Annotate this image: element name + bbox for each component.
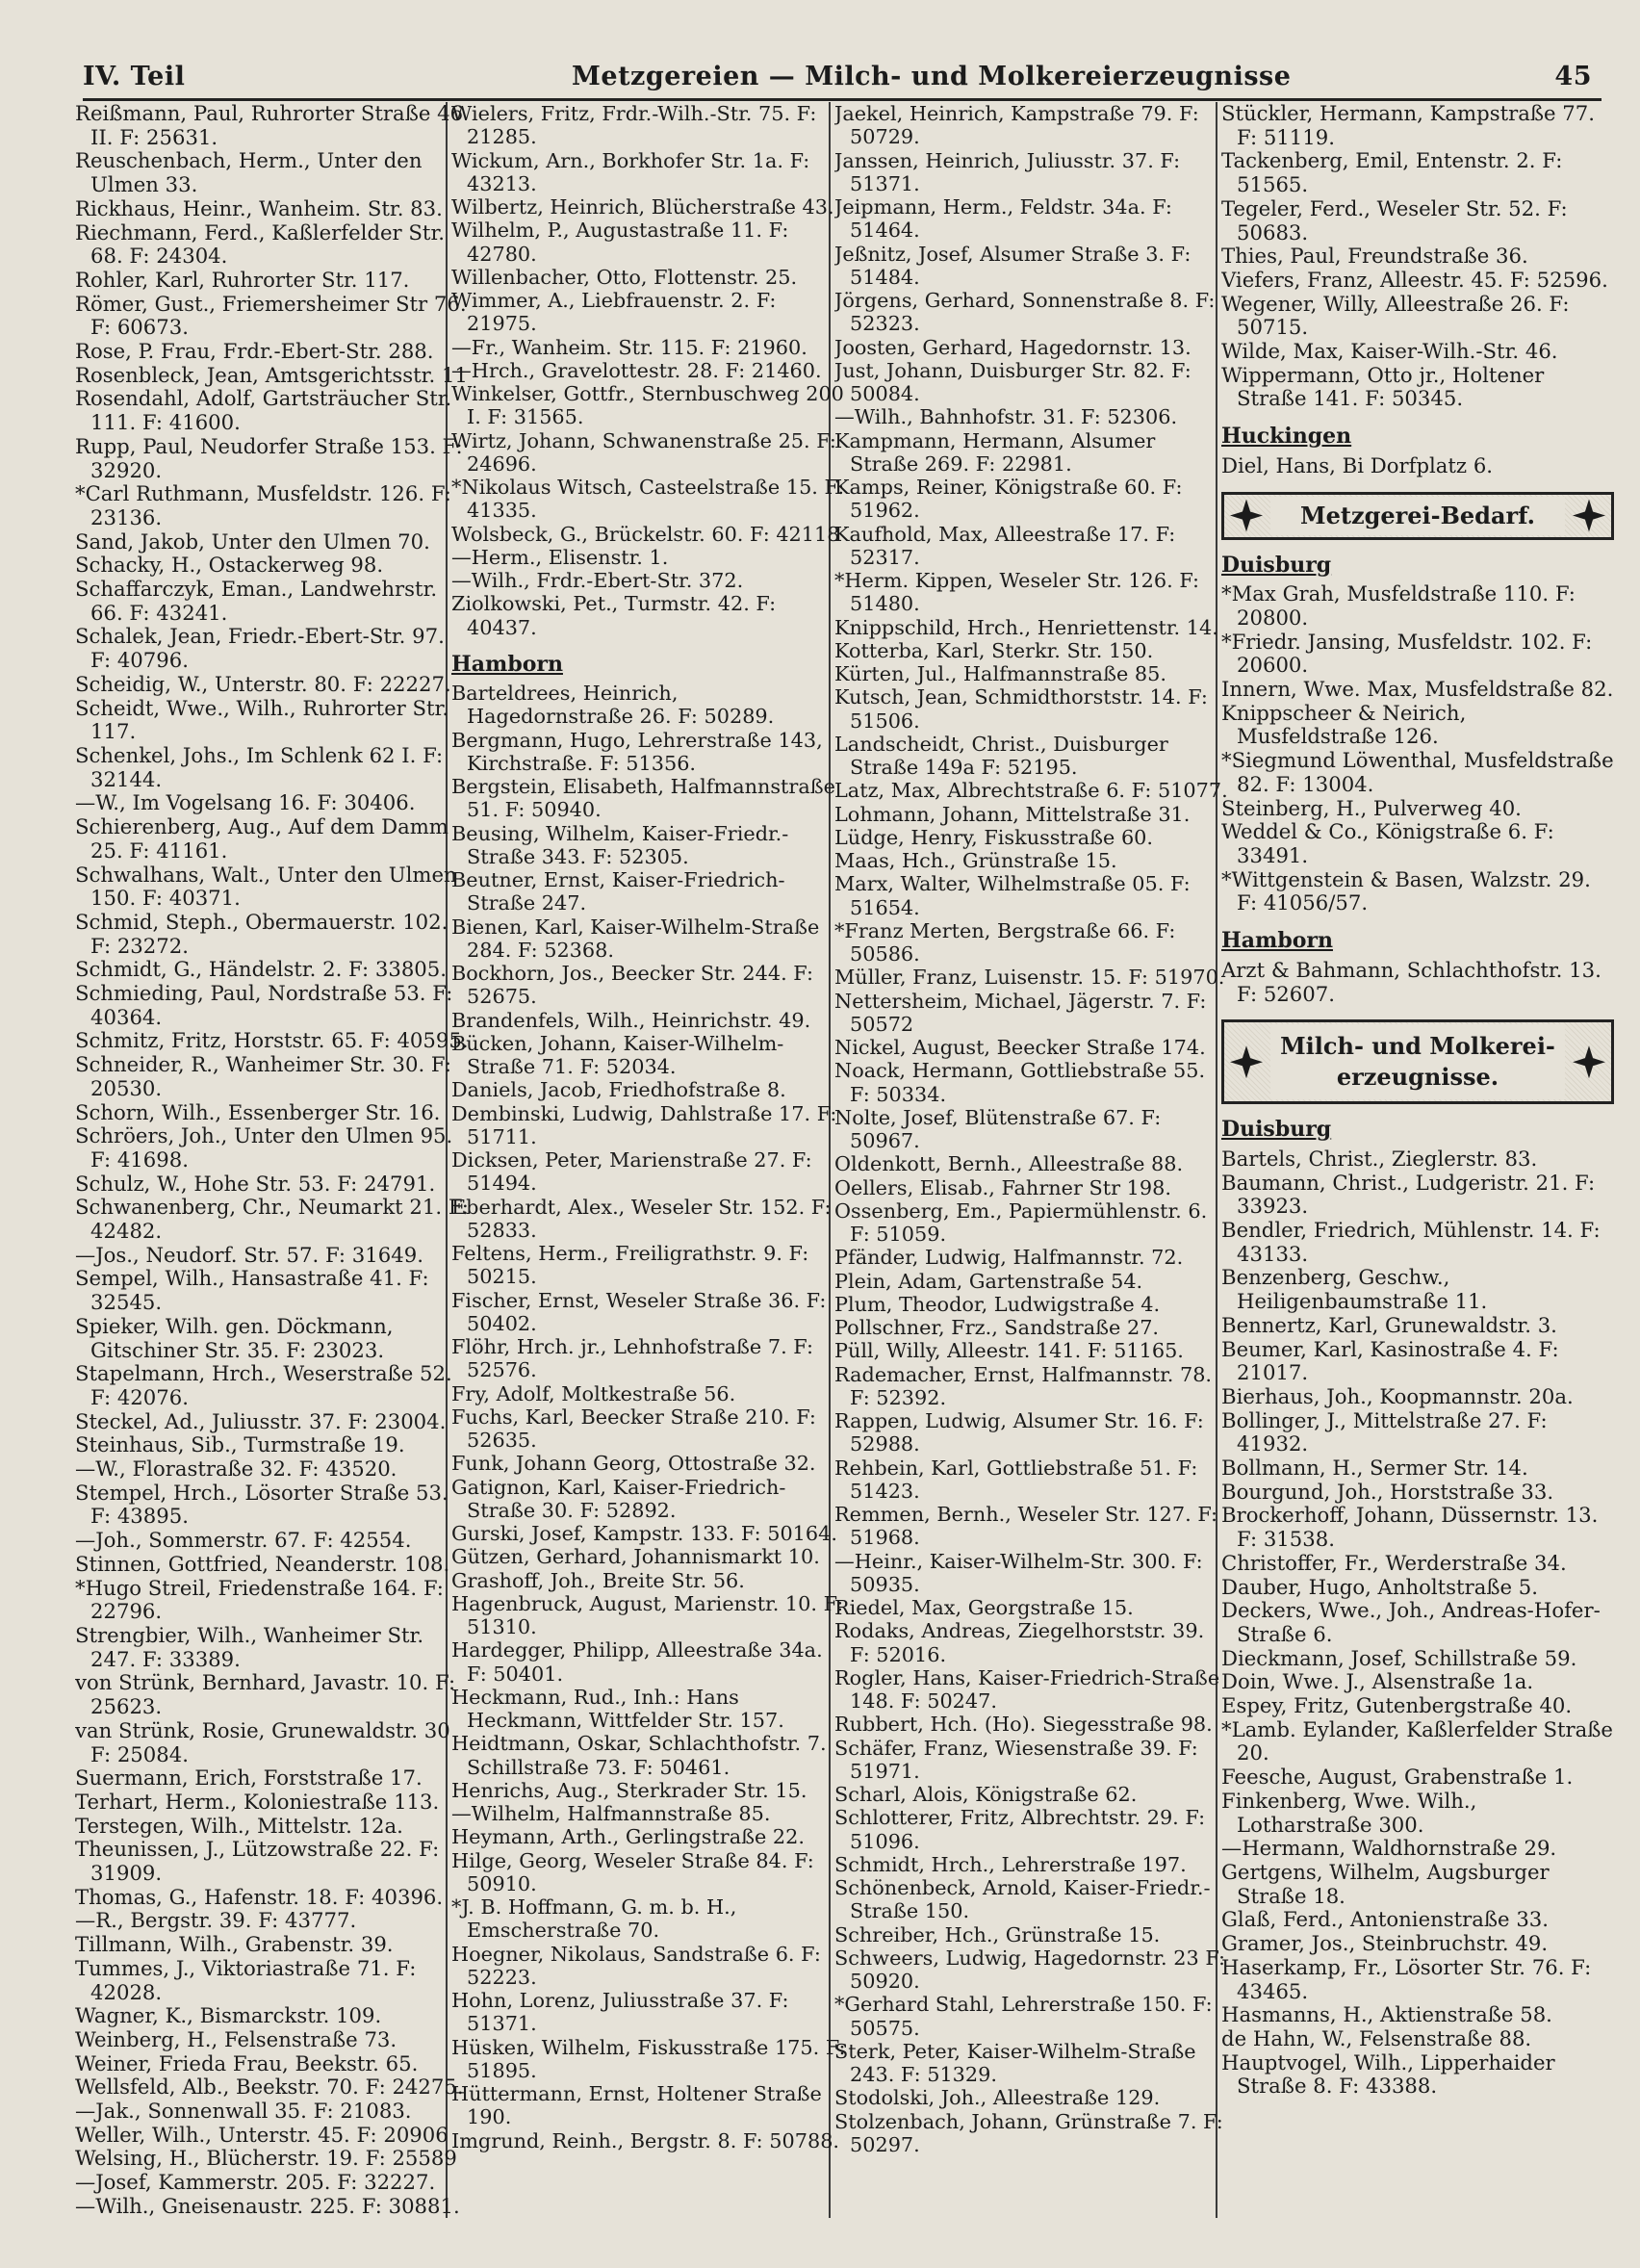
- directory-entry: Schmitz, Fritz, Horststr. 65. F: 40595.: [75, 1029, 469, 1053]
- directory-entry: Schacky, H., Ostackerweg 98.: [75, 554, 384, 578]
- directory-entry: Gramer, Jos., Steinbruchstr. 49.: [1221, 1932, 1549, 1956]
- directory-entry: Dieckmann, Josef, Schillstraße 59.: [1221, 1646, 1577, 1670]
- directory-entry: Ossenberg, Em., Papiermühlenstr. 6. F: 51059.: [834, 1198, 1208, 1246]
- directory-entry: Finkenberg, Wwe. Wilh., Lotharstraße 300.: [1221, 1789, 1477, 1837]
- directory-entry: Bendler, Friedrich, Mühlenstr. 14. F: 43133.: [1221, 1219, 1601, 1266]
- directory-entry: *Nikolaus Witsch, Casteelstraße 15. F: 41335.: [451, 476, 845, 523]
- directory-entry: Gertgens, Wilhelm, Augsburger Straße 18.: [1221, 1861, 1550, 1908]
- directory-entry: Hüsken, Wilhelm, Fiskusstraße 175. F: 51895.: [451, 2035, 846, 2082]
- directory-entry: Heidtmann, Oskar, Schlachthofstr. 7. Schillstraße 73. F: 50461.: [451, 1732, 827, 1779]
- directory-entry: Stückler, Hermann, Kampstraße 77. F: 51119.: [1221, 102, 1595, 149]
- directory-entry: —Joh., Sommerstr. 67. F: 42554.: [75, 1529, 412, 1553]
- directory-entry: Schwanenberg, Chr., Neumarkt 21. F: 42482.: [75, 1196, 469, 1244]
- directory-entry: *J. B. Hoffmann, G. m. b. H., Emscherstraße 70.: [451, 1895, 737, 1943]
- column-4: [1221, 102, 1614, 2099]
- directory-entry: Nettersheim, Michael, Jägerstr. 7. F: 50572: [834, 989, 1207, 1036]
- directory-entry: Rappen, Ludwig, Alsumer Str. 16. F: 52988.: [834, 1409, 1204, 1456]
- directory-entry: van Strünk, Rosie, Grunewaldstr. 30 F: 25084.: [75, 1718, 450, 1766]
- directory-entry: —Jos., Neudorf. Str. 57. F: 31649.: [75, 1243, 423, 1267]
- directory-entry: Imgrund, Reinh., Bergstr. 8. F: 50788.: [451, 2128, 840, 2152]
- directory-entry: Schierenberg, Aug., Auf dem Damm 25. F: 41161.: [75, 815, 448, 863]
- directory-entry: *Herm. Kippen, Weseler Str. 126. F: 51480.: [834, 569, 1200, 616]
- section-heading-hamborn: Hamborn: [451, 651, 563, 677]
- directory-entry: von Strünk, Bernhard, Javastr. 10. F: 25623.: [75, 1671, 456, 1719]
- directory-entry: —Wilhelm, Halfmannstraße 85.: [451, 1802, 771, 1825]
- directory-entry: Jörgens, Gerhard, Sonnenstraße 8. F: 52323.: [834, 289, 1216, 336]
- directory-entry: Stolzenbach, Johann, Grünstraße 7. F: 50297.: [834, 2109, 1223, 2156]
- directory-entry: Scharl, Alois, Königstraße 62.: [834, 1783, 1138, 1806]
- directory-entry: Nickel, August, Beecker Straße 174.: [834, 1036, 1206, 1059]
- directory-entry: Rogler, Hans, Kaiser-Friedrich-Straße 148. F: 50247.: [834, 1665, 1220, 1713]
- directory-entry: *Siegmund Löwenthal, Musfeldstraße 82. F: 13004.: [1221, 749, 1614, 796]
- directory-entry: Rosendahl, Adolf, Gartsträucher Str. 111. F: 41600.: [75, 387, 452, 435]
- directory-entry: Gützen, Gerhard, Johannismarkt 10.: [451, 1545, 820, 1569]
- directory-entry: Wolsbeck, G., Brückelstr. 60. F: 42118: [451, 522, 840, 546]
- directory-entry: Kutsch, Jean, Schmidthorststr. 14. F: 51506.: [834, 685, 1208, 733]
- directory-entry: Steckel, Ad., Juliusstr. 37. F: 23004.: [75, 1409, 447, 1433]
- directory-entry: Heymann, Arth., Gerlingstraße 22.: [451, 1825, 805, 1849]
- directory-entry: Schaffarczyk, Eman., Landwehrstr. 66. F: 43241.: [75, 578, 438, 625]
- directory-entry: Plein, Adam, Gartenstraße 54.: [834, 1269, 1143, 1293]
- ornament-icon: [1573, 1045, 1605, 1078]
- directory-entry: Wegener, Willy, Alleestraße 26. F: 50715.: [1221, 292, 1570, 340]
- directory-entry: Terstegen, Wilh., Mittelstr. 12a.: [75, 1814, 403, 1838]
- category-banner-metzgerei-bedarf: [1221, 492, 1614, 540]
- directory-entry: Kampmann, Hermann, Alsumer Straße 269. F: 22981.: [834, 428, 1156, 476]
- directory-entry: *Wittgenstein & Basen, Walzstr. 29. F: 41056/57.: [1221, 867, 1591, 915]
- directory-entry: Schneider, R., Wanheimer Str. 30. F: 20530.: [75, 1053, 451, 1100]
- directory-entry: Deckers, Wwe., Joh., Andreas-Hofer-Straße 6.: [1221, 1599, 1601, 1646]
- directory-entry: Tegeler, Ferd., Weseler Str. 52. F: 50683.: [1221, 196, 1568, 245]
- directory-entry: Müller, Franz, Luisenstr. 15. F: 51970.: [834, 966, 1225, 990]
- directory-entry: Landscheidt, Christ., Duisburger Straße 149a F: 52195.: [834, 732, 1168, 779]
- section-heading-duisburg: Duisburg: [1221, 552, 1332, 578]
- directory-entry: Jeipmann, Herm., Feldstr. 34a. F: 51464.: [834, 195, 1172, 243]
- section-label: IV. Teil: [83, 62, 186, 91]
- directory-entry: Weddel & Co., Königstraße 6. F: 33491.: [1221, 820, 1554, 867]
- directory-entry: Steinberg, H., Pulverweg 40.: [1221, 796, 1522, 820]
- column-2: [451, 102, 846, 2152]
- directory-entry: Joosten, Gerhard, Hagedornstr. 13.: [834, 335, 1192, 359]
- directory-entry: —Wilh., Frdr.-Ebert-Str. 372.: [451, 569, 744, 592]
- directory-entry: Bourgund, Joh., Horststraße 33.: [1221, 1480, 1554, 1504]
- directory-entry: Steinhaus, Sib., Turmstraße 19.: [75, 1433, 405, 1457]
- ornament-icon: [1230, 500, 1263, 532]
- directory-entry: Stapelmann, Hrch., Weserstraße 52. F: 42076.: [75, 1362, 452, 1409]
- directory-entry: Kürten, Jul., Halfmannstraße 85.: [834, 662, 1166, 685]
- directory-entry: Baumann, Christ., Ludgeristr. 21. F: 33923.: [1221, 1171, 1596, 1219]
- directory-entry: Schalek, Jean, Friedr.-Ebert-Str. 97. F: 40796.: [75, 625, 445, 673]
- directory-entry: Pollschner, Frz., Sandstraße 27.: [834, 1316, 1160, 1339]
- directory-entry: Rupp, Paul, Neudorfer Straße 153. F: 32920.: [75, 434, 463, 482]
- directory-entry: —Wilh., Bahnhofstr. 31. F: 52306.: [834, 405, 1178, 429]
- directory-entry: Strengbier, Wilh., Wanheimer Str. 247. F: 33389.: [75, 1624, 424, 1671]
- directory-entry: Dembinski, Ludwig, Dahlstraße 17. F: 51711.: [451, 1101, 837, 1148]
- directory-entry: Wielers, Fritz, Frdr.-Wilh.-Str. 75. F: 21285.: [451, 102, 817, 149]
- directory-entry: Schmieding, Paul, Nordstraße 53. F: 40364.: [75, 982, 453, 1029]
- banner-title: Metzgerei-Bedarf.: [1270, 497, 1565, 535]
- directory-entry: Hasmanns, H., Aktienstraße 58.: [1221, 2003, 1552, 2027]
- directory-entry: Schmidt, G., Händelstr. 2. F: 33805.: [75, 958, 448, 982]
- directory-entry: Eberhardt, Alex., Weseler Str. 152. F: 52833.: [451, 1195, 832, 1242]
- directory-entry: Rademacher, Ernst, Halfmannstr. 78. F: 52392.: [834, 1362, 1213, 1409]
- directory-entry: —Hrch., Gravelottestr. 28. F: 21460.: [451, 358, 822, 382]
- directory-entry: Stempel, Hrch., Lösorter Straße 53. F: 43895.: [75, 1481, 448, 1529]
- directory-entry: Wickum, Arn., Borkhofer Str. 1a. F: 43213.: [451, 148, 810, 195]
- directory-entry: Bergmann, Hugo, Lehrerstraße 143, Kirchstraße. F: 51356.: [451, 728, 823, 775]
- directory-entry: Stinnen, Gottfried, Neanderstr. 108.: [75, 1552, 450, 1576]
- directory-entry: Gurski, Josef, Kampstr. 133. F: 50164.: [451, 1522, 837, 1545]
- directory-entry: Winkelser, Gottfr., Sternbuschweg 200 I. F: 31565.: [451, 382, 844, 429]
- directory-entry: Wirtz, Johann, Schwanenstraße 25. F: 24696.: [451, 428, 836, 476]
- directory-entry: Tummes, J., Viktoriastraße 71. F: 42028.: [75, 1956, 417, 2004]
- directory-entry: Beutner, Ernst, Kaiser-Friedrich-Straße 247.: [451, 868, 785, 915]
- directory-entry: Bollmann, H., Sermer Str. 14.: [1221, 1456, 1528, 1481]
- ornament-icon: [1230, 1045, 1263, 1078]
- directory-entry: Fry, Adolf, Moltkestraße 56.: [451, 1381, 736, 1405]
- directory-entry: Henrichs, Aug., Sterkrader Str. 15.: [451, 1778, 807, 1802]
- directory-entry: Arzt & Bahmann, Schlachthofstr. 13. F: 52607.: [1221, 958, 1602, 1006]
- directory-entry: Noack, Hermann, Gottliebstraße 55. F: 50334.: [834, 1059, 1206, 1106]
- directory-entry: Hüttermann, Ernst, Holtener Straße 190.: [451, 2082, 822, 2129]
- directory-entry: Oellers, Elisab., Fahrner Str 198.: [834, 1175, 1171, 1199]
- directory-entry: Kotterba, Karl, Sterkr. Str. 150.: [834, 638, 1154, 662]
- directory-entry: Jaekel, Heinrich, Kampstraße 79. F: 50729.: [834, 102, 1199, 149]
- column-1: [75, 102, 470, 2219]
- directory-entry: Bennertz, Karl, Grunewaldstr. 3.: [1221, 1313, 1557, 1337]
- directory-entry: Feesche, August, Grabenstraße 1.: [1221, 1765, 1574, 1790]
- directory-entry: Janssen, Heinrich, Juliusstr. 37. F: 51371.: [834, 148, 1181, 195]
- directory-entry: Wimmer, A., Liebfrauenstr. 2. F: 21975.: [451, 289, 777, 336]
- directory-entry: Schweers, Ludwig, Hagedornstr. 23 F: 50920.: [834, 1946, 1226, 1993]
- directory-entry: Remmen, Bernh., Weseler Str. 127. F: 51968.: [834, 1503, 1218, 1550]
- directory-entry: —Fr., Wanheim. Str. 115. F: 21960.: [451, 335, 807, 359]
- directory-entry: Theunissen, J., Lützowstraße 22. F: 31909.: [75, 1838, 440, 1886]
- directory-entry: Fischer, Ernst, Weseler Straße 36. F: 50402.: [451, 1288, 827, 1335]
- directory-entry: Hohn, Lorenz, Juliusstraße 37. F: 51371.: [451, 1989, 789, 2036]
- directory-entry: Beumer, Karl, Kasinostraße 4. F: 21017.: [1221, 1337, 1559, 1385]
- directory-entry: —Heinr., Kaiser-Wilhelm-Str. 300. F: 50935.: [834, 1549, 1203, 1596]
- directory-entry: Bergstein, Elisabeth, Halfmannstraße 51. F: 50940.: [451, 775, 835, 822]
- directory-entry: Knippschild, Hrch., Henriettenstr. 14.: [834, 615, 1218, 639]
- directory-entry: *Friedr. Jansing, Musfeldstr. 102. F: 20600.: [1221, 630, 1593, 678]
- directory-entry: Brockerhoff, Johann, Düssernstr. 13. F: 31538.: [1221, 1504, 1599, 1552]
- directory-entry: Thomas, G., Hafenstr. 18. F: 40396.: [75, 1885, 444, 1909]
- directory-entry: *Hugo Streil, Friedenstraße 164. F: 22796.: [75, 1576, 444, 1624]
- directory-entry: Beusing, Wilhelm, Kaiser-Friedr.-Straße 343. F: 52305.: [451, 821, 789, 868]
- directory-entry: Weller, Wilh., Unterstr. 45. F: 20906: [75, 2123, 448, 2147]
- directory-entry: Terhart, Herm., Koloniestraße 113.: [75, 1790, 440, 1814]
- directory-entry: Latz, Max, Albrechtstraße 6. F: 51077.: [834, 779, 1228, 803]
- directory-entry: Püll, Willy, Alleestr. 141. F: 51165.: [834, 1339, 1184, 1363]
- directory-entry: Grashoff, Joh., Breite Str. 56.: [451, 1568, 745, 1592]
- directory-entry: Bockhorn, Jos., Beecker Str. 244. F: 52675.: [451, 962, 813, 1009]
- directory-entry: Heckmann, Rud., Inh.: Hans Heckmann, Wittfelder Str. 157.: [451, 1685, 784, 1732]
- directory-entry: —Hermann, Waldhornstraße 29.: [1221, 1837, 1557, 1861]
- directory-entry: Rickhaus, Heinr., Wanheim. Str. 83.: [75, 196, 443, 220]
- section-heading-duisburg: Duisburg: [1221, 1117, 1332, 1143]
- directory-entry: Jeßnitz, Josef, Alsumer Straße 3. F: 51484.: [834, 242, 1192, 289]
- directory-entry: Sempel, Wilh., Hansastraße 41. F: 32545.: [75, 1267, 429, 1315]
- directory-entry: Tackenberg, Emil, Entenstr. 2. F: 51565.: [1221, 149, 1563, 197]
- directory-entry: Suermann, Erich, Forststraße 17.: [75, 1766, 423, 1791]
- directory-entry: Schönenbeck, Arnold, Kaiser-Friedr.-Straße 150.: [834, 1876, 1211, 1923]
- directory-entry: *Lamb. Eylander, Kaßlerfelder Straße 20.: [1221, 1717, 1613, 1765]
- directory-entry: Schorn, Wilh., Essenberger Str. 16.: [75, 1100, 441, 1124]
- directory-entry: Pfänder, Ludwig, Halfmannstr. 72.: [834, 1246, 1184, 1270]
- directory-entry: Tillmann, Wilh., Grabenstr. 39.: [75, 1933, 394, 1957]
- directory-entry: Rubbert, Hch. (Ho). Siegesstraße 98.: [834, 1713, 1213, 1737]
- directory-entry: *Max Grah, Musfeldstraße 110. F: 20800.: [1221, 582, 1576, 630]
- directory-entry: Oldenkott, Bernh., Alleestraße 88.: [834, 1152, 1184, 1176]
- directory-entry: Hoegner, Nikolaus, Sandstraße 6. F: 52223.: [451, 1942, 821, 1989]
- directory-entry: Barteldrees, Heinrich, Hagedornstraße 26. F: 50289.: [451, 682, 775, 729]
- page-title: Metzgereien — Milch- und Molkereierzeugnisse: [572, 62, 1292, 91]
- directory-entry: —Herm., Elisenstr. 1.: [451, 545, 669, 569]
- column-3: [834, 102, 1229, 2156]
- directory-entry: *Gerhard Stahl, Lehrerstraße 150. F: 50575.: [834, 1993, 1213, 2040]
- directory-entry: Fuchs, Karl, Beecker Straße 210. F: 52635.: [451, 1405, 816, 1452]
- directory-entry: Bierhaus, Joh., Koopmannstr. 20a.: [1221, 1384, 1574, 1408]
- directory-entry: Kamps, Reiner, Königstraße 60. F: 51962.: [834, 476, 1183, 523]
- directory-entry: Marx, Walter, Wilhelmstraße 05. F: 51654.: [834, 872, 1191, 919]
- directory-entry: *Carl Ruthmann, Musfeldstr. 126. F: 23136.: [75, 482, 451, 529]
- directory-entry: Viefers, Franz, Alleestr. 45. F: 52596.: [1221, 268, 1608, 292]
- directory-entry: Diel, Hans, Bi Dorfplatz 6.: [1221, 453, 1494, 477]
- directory-entry: Rosenbleck, Jean, Amtsgerichtsstr. 11: [75, 363, 468, 387]
- directory-entry: Wagner, K., Bismarckstr. 109.: [75, 2004, 382, 2028]
- directory-entry: Hilge, Georg, Weseler Straße 84. F: 50910.: [451, 1848, 814, 1895]
- directory-entry: Schäfer, Franz, Wiesenstraße 39. F: 51971.: [834, 1736, 1198, 1783]
- directory-entry: Christoffer, Fr., Werderstraße 34.: [1221, 1551, 1567, 1575]
- directory-entry: Dauber, Hugo, Anholtstraße 5.: [1221, 1575, 1538, 1599]
- directory-entry: Hardegger, Philipp, Alleestraße 34a. F: 50401.: [451, 1638, 823, 1686]
- directory-entry: Bartels, Christ., Zieglerstr. 83.: [1221, 1147, 1538, 1171]
- directory-entry: Reißmann, Paul, Ruhrorter Straße 46 II. F: 25631.: [75, 102, 464, 149]
- directory-entry: Brandenfels, Wilh., Heinrichstr. 49.: [451, 1008, 811, 1032]
- directory-entry: Feltens, Herm., Freiligrathstr. 9. F: 50215.: [451, 1242, 809, 1289]
- directory-entry: Reuschenbach, Herm., Unter den Ulmen 33.: [75, 149, 423, 197]
- directory-entry: Spieker, Wilh. gen. Döckmann, Gitschiner Str. 35. F: 23023.: [75, 1314, 394, 1362]
- directory-entry: Lüdge, Henry, Fiskusstraße 60.: [834, 825, 1154, 849]
- directory-entry: Kaufhold, Max, Alleestraße 17. F: 52317.: [834, 522, 1176, 569]
- directory-entry: —W., Im Vogelsang 16. F: 30406.: [75, 791, 416, 815]
- directory-entry: —Josef, Kammerstr. 205. F: 32227.: [75, 2171, 436, 2195]
- directory-entry: Innern, Wwe. Max, Musfeldstraße 82.: [1221, 678, 1614, 702]
- directory-entry: Dicksen, Peter, Marienstraße 27. F: 51494.: [451, 1148, 812, 1196]
- category-banner-milch: [1221, 1019, 1614, 1104]
- directory-entry: Willenbacher, Otto, Flottenstr. 25.: [451, 265, 798, 289]
- directory-entry: Sand, Jakob, Unter den Ulmen 70.: [75, 529, 430, 554]
- directory-entry: *Franz Merten, Bergstraße 66. F: 50586.: [834, 918, 1176, 966]
- directory-entry: Hagenbruck, August, Marienstr. 10. F: 51310.: [451, 1591, 844, 1638]
- directory-entry: Nolte, Josef, Blütenstraße 67. F: 50967.: [834, 1105, 1162, 1152]
- directory-entry: Stodolski, Joh., Alleestraße 129.: [834, 2086, 1161, 2110]
- directory-entry: Bücken, Johann, Kaiser-Wilhelm-Straße 71. F: 52034.: [451, 1031, 784, 1078]
- directory-entry: Bollinger, J., Mittelstraße 27. F: 41932.: [1221, 1408, 1548, 1456]
- directory-entry: Bienen, Karl, Kaiser-Wilhelm-Straße 284. F: 52368.: [451, 915, 820, 962]
- directory-entry: de Hahn, W., Felsenstraße 88.: [1221, 2026, 1532, 2050]
- page-header: [83, 60, 1602, 101]
- directory-entry: Knippscheer & Neirich, Musfeldstraße 126.: [1221, 701, 1467, 749]
- directory-entry: Maas, Hch., Grünstraße 15.: [834, 849, 1117, 872]
- directory-entry: Schlotterer, Fritz, Albrechtstr. 29. F: 51096.: [834, 1806, 1206, 1853]
- directory-entry: Weiner, Frieda Frau, Beekstr. 65.: [75, 2051, 419, 2075]
- directory-entry: Sterk, Peter, Kaiser-Wilhelm-Straße 243. F: 51329.: [834, 2039, 1196, 2086]
- directory-entry: Schreiber, Hch., Grünstraße 15.: [834, 1922, 1161, 1946]
- directory-entry: Espey, Fritz, Gutenbergstraße 40.: [1221, 1694, 1573, 1718]
- directory-entry: Riechmann, Ferd., Kaßlerfelder Str. 68. F: 24304.: [75, 220, 445, 269]
- directory-entry: Thies, Paul, Freundstraße 36.: [1221, 245, 1528, 269]
- section-heading-huckingen: Huckingen: [1221, 424, 1352, 450]
- directory-entry: —Jak., Sonnenwall 35. F: 21083.: [75, 2100, 412, 2124]
- banner-title: Milch- und Molkerei-erzeugnisse.: [1270, 1024, 1565, 1099]
- directory-entry: Scheidig, W., Unterstr. 80. F: 22227.: [75, 672, 451, 696]
- directory-entry: Rehbein, Karl, Gottliebstraße 51. F: 51423.: [834, 1456, 1198, 1503]
- directory-entry: Schenkel, Johs., Im Schlenk 62 I. F: 32144.: [75, 743, 444, 791]
- directory-entry: Haserkamp, Fr., Lösorter Str. 76. F: 43465.: [1221, 1955, 1592, 2003]
- directory-entry: Wilbertz, Heinrich, Blücherstraße 43.: [451, 195, 834, 219]
- directory-entry: Schwalhans, Walt., Unter den Ulmen 150. F: 40371.: [75, 863, 457, 911]
- directory-entry: Plum, Theodor, Ludwigstraße 4.: [834, 1292, 1161, 1316]
- directory-entry: Scheidt, Wwe., Wilh., Ruhrorter Str. 117.: [75, 696, 449, 744]
- directory-entry: Funk, Johann Georg, Ottostraße 32.: [451, 1452, 816, 1476]
- directory-entry: Glaß, Ferd., Antonienstraße 33.: [1221, 1908, 1550, 1932]
- directory-entry: Gatignon, Karl, Kaiser-Friedrich-Straße 30. F: 52892.: [451, 1475, 786, 1522]
- page-number: 45: [1554, 62, 1592, 91]
- directory-entry: Weinberg, H., Felsenstraße 73.: [75, 2027, 397, 2051]
- directory-entry: Römer, Gust., Friemersheimer Str 76. F: 60673.: [75, 292, 467, 340]
- directory-entry: Ziolkowski, Pet., Turmstr. 42. F: 40437.: [451, 592, 777, 639]
- directory-entry: Rodaks, Andreas, Ziegelhorststr. 39. F: 52016.: [834, 1619, 1205, 1666]
- directory-entry: Welsing, H., Blücherstr. 19. F: 25589: [75, 2147, 457, 2171]
- directory-entry: Schmidt, Hrch., Lehrerstraße 197.: [834, 1852, 1187, 1876]
- directory-entry: Wellsfeld, Alb., Beekstr. 70. F: 24275.: [75, 2075, 464, 2100]
- directory-entry: Schulz, W., Hohe Str. 53. F: 24791.: [75, 1172, 436, 1196]
- directory-entry: Schmid, Steph., Obermauerstr. 102. F: 23272.: [75, 910, 448, 958]
- directory-entry: Wippermann, Otto jr., Holtener Straße 141. F: 50345.: [1221, 363, 1545, 411]
- directory-entry: Daniels, Jacob, Friedhofstraße 8.: [451, 1078, 786, 1102]
- directory-entry: Hauptvogel, Wilh., Lipperhaider Straße 8. F: 43388.: [1221, 2050, 1555, 2099]
- directory-entry: —R., Bergstr. 39. F: 43777.: [75, 1909, 357, 1933]
- directory-entry: —Wilh., Gneisenaustr. 225. F: 30881.: [75, 2194, 460, 2218]
- directory-entry: Just, Johann, Duisburger Str. 82. F: 50084.: [834, 358, 1192, 405]
- directory-entry: Doin, Wwe. J., Alsenstraße 1a.: [1221, 1670, 1534, 1694]
- directory-entry: Lohmann, Johann, Mittelstraße 31.: [834, 802, 1191, 826]
- directory-entry: —W., Florastraße 32. F: 43520.: [75, 1457, 397, 1482]
- directory-entry: Schröers, Joh., Unter den Ulmen 95. F: 41698.: [75, 1124, 453, 1172]
- directory-entry: Wilhelm, P., Augustastraße 11. F: 42780.: [451, 219, 789, 266]
- directory-entry: Rose, P. Frau, Frdr.-Ebert-Str. 288.: [75, 340, 434, 364]
- directory-entry: Flöhr, Hrch. jr., Lehnhofstraße 7. F: 52576.: [451, 1335, 813, 1382]
- section-heading-hamborn: Hamborn: [1221, 928, 1333, 954]
- directory-entry: Riedel, Max, Georgstraße 15.: [834, 1596, 1134, 1619]
- directory-entry: Rohler, Karl, Ruhrorter Str. 117.: [75, 268, 410, 292]
- directory-entry: Wilde, Max, Kaiser-Wilh.-Str. 46.: [1221, 340, 1558, 364]
- directory-entry: Benzenberg, Geschw., Heiligenbaumstraße 11.: [1221, 1266, 1488, 1314]
- ornament-icon: [1573, 500, 1605, 532]
